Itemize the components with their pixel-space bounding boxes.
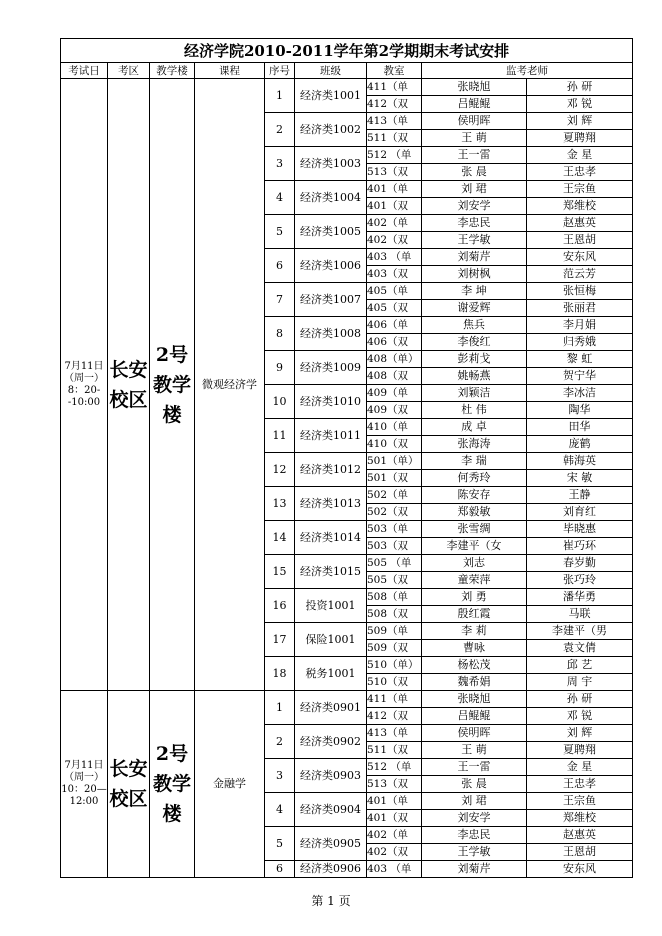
class-cell: 经济类0904 [295,793,367,827]
proctor-cell: 马联 [527,606,633,623]
proctor-cell: 吕鲲鲲 [422,96,527,113]
room-cell: 503（单 [367,521,422,538]
room-cell: 508（双 [367,606,422,623]
proctor-cell: 归秀娥 [527,334,633,351]
building-cell: 2号教学楼 [150,691,195,878]
room-cell: 403 （单 [367,249,422,266]
proctor-cell: 邱 艺 [527,657,633,674]
room-cell: 509（双 [367,640,422,657]
proctor-cell: 春岁勤 [527,555,633,572]
seq-cell: 13 [265,487,295,521]
room-cell: 501（双 [367,470,422,487]
proctor-cell: 刘安学 [422,198,527,215]
proctor-cell: 刘 珺 [422,793,527,810]
proctor-cell: 邓 锐 [527,96,633,113]
proctor-cell: 刘颖洁 [422,385,527,402]
seq-cell: 3 [265,759,295,793]
proctor-cell: 刘菊芹 [422,861,527,878]
header-course: 课程 [195,63,265,79]
proctor-cell: 刘 勇 [422,589,527,606]
seq-cell: 8 [265,317,295,351]
proctor-cell: 王恩胡 [527,844,633,861]
class-cell: 经济类1002 [295,113,367,147]
course-cell: 微观经济学 [195,79,265,691]
exam-date-cell: 7月11日（周一）8：20--10:00 [61,79,108,691]
proctor-cell: 何秀玲 [422,470,527,487]
course-cell: 金融学 [195,691,265,878]
proctor-cell: 李冰洁 [527,385,633,402]
seq-cell: 11 [265,419,295,453]
proctor-cell: 孙 研 [527,79,633,96]
proctor-cell: 张恒梅 [527,283,633,300]
proctor-cell: 孙 研 [527,691,633,708]
proctor-cell: 刘安学 [422,810,527,827]
proctor-cell: 安东风 [527,861,633,878]
proctor-cell: 田华 [527,419,633,436]
proctor-cell: 张巧玲 [527,572,633,589]
proctor-cell: 庞鹤 [527,436,633,453]
class-cell: 经济类1003 [295,147,367,181]
room-cell: 403（双 [367,266,422,283]
room-cell: 411（单 [367,79,422,96]
proctor-cell: 李月娟 [527,317,633,334]
proctor-cell: 李 莉 [422,623,527,640]
proctor-cell: 王 萌 [422,130,527,147]
proctor-cell: 王宗鱼 [527,793,633,810]
proctor-cell: 王学敏 [422,844,527,861]
room-cell: 509（单 [367,623,422,640]
room-cell: 411（单 [367,691,422,708]
proctor-cell: 侯明晖 [422,113,527,130]
proctor-cell: 周 宇 [527,674,633,691]
proctor-cell: 袁文倩 [527,640,633,657]
proctor-cell: 刘树枫 [422,266,527,283]
proctor-cell: 彭莉戈 [422,351,527,368]
proctor-cell: 金 星 [527,147,633,164]
room-cell: 410（单 [367,419,422,436]
seq-cell: 2 [265,113,295,147]
proctor-cell: 李俊红 [422,334,527,351]
room-cell: 408（单） [367,351,422,368]
zone-cell: 长安校区 [108,691,150,878]
proctor-cell: 杜 伟 [422,402,527,419]
room-cell: 412（双 [367,708,422,725]
class-cell: 经济类1014 [295,521,367,555]
room-cell: 505（双 [367,572,422,589]
proctor-cell: 王 萌 [422,742,527,759]
room-cell: 405（单 [367,283,422,300]
class-cell: 投资1001 [295,589,367,623]
room-cell: 405（双 [367,300,422,317]
proctor-cell: 郑毅敏 [422,504,527,521]
proctor-cell: 王学敏 [422,232,527,249]
seq-cell: 1 [265,691,295,725]
proctor-cell: 李忠民 [422,215,527,232]
header-zone: 考区 [108,63,150,79]
room-cell: 406（单 [367,317,422,334]
proctor-cell: 陶华 [527,402,633,419]
proctor-cell: 张 晨 [422,164,527,181]
page-footer: 第 1 页 [311,894,351,908]
room-cell: 408（双 [367,368,422,385]
seq-cell: 6 [265,861,295,878]
seq-cell: 14 [265,521,295,555]
proctor-cell: 王忠孝 [527,776,633,793]
room-cell: 513（双 [367,164,422,181]
room-cell: 401（双 [367,810,422,827]
header-room: 教室 [367,63,422,79]
class-cell: 经济类1011 [295,419,367,453]
room-cell: 412（双 [367,96,422,113]
proctor-cell: 郑维校 [527,810,633,827]
proctor-cell: 赵惠英 [527,215,633,232]
class-cell: 经济类0902 [295,725,367,759]
proctor-cell: 王一雷 [422,147,527,164]
class-cell: 经济类0901 [295,691,367,725]
proctor-cell: 童荣萍 [422,572,527,589]
class-cell: 经济类1008 [295,317,367,351]
proctor-cell: 赵惠英 [527,827,633,844]
proctor-cell: 侯明晖 [422,725,527,742]
proctor-cell: 谢爱辉 [422,300,527,317]
room-cell: 502（单 [367,487,422,504]
class-cell: 经济类1004 [295,181,367,215]
class-cell: 经济类1006 [295,249,367,283]
exam-schedule-sheet [60,38,632,875]
header-class: 班级 [295,63,367,79]
seq-cell: 5 [265,215,295,249]
proctor-cell: 刘育红 [527,504,633,521]
seq-cell: 4 [265,793,295,827]
room-cell: 503（双 [367,538,422,555]
seq-cell: 12 [265,453,295,487]
proctor-cell: 李建平（女 [422,538,527,555]
proctor-cell: 王静 [527,487,633,504]
proctor-cell: 金 星 [527,759,633,776]
seq-cell: 16 [265,589,295,623]
exam-schedule-table [60,38,633,878]
proctor-cell: 张海涛 [422,436,527,453]
proctor-cell: 黎 虹 [527,351,633,368]
class-cell: 经济类1009 [295,351,367,385]
proctor-cell: 邓 锐 [527,708,633,725]
room-cell: 409（单 [367,385,422,402]
seq-cell: 15 [265,555,295,589]
seq-cell: 4 [265,181,295,215]
proctor-cell: 崔巧环 [527,538,633,555]
proctor-cell: 夏聘翔 [527,130,633,147]
room-cell: 402（双 [367,844,422,861]
header-row [61,63,633,79]
class-cell: 税务1001 [295,657,367,691]
room-cell: 508（单 [367,589,422,606]
class-cell: 经济类0903 [295,759,367,793]
seq-cell: 17 [265,623,295,657]
seq-cell: 7 [265,283,295,317]
header-seq: 序号 [265,63,295,79]
room-cell: 512 （单 [367,147,422,164]
room-cell: 511（双 [367,742,422,759]
room-cell: 403 （单 [367,861,422,878]
proctor-cell: 李 坤 [422,283,527,300]
room-cell: 502（双 [367,504,422,521]
proctor-cell: 贺宁华 [527,368,633,385]
proctor-cell: 王恩胡 [527,232,633,249]
class-cell: 经济类1005 [295,215,367,249]
proctor-cell: 刘 辉 [527,725,633,742]
proctor-cell: 张晓旭 [422,79,527,96]
class-cell: 经济类1015 [295,555,367,589]
proctor-cell: 夏聘翔 [527,742,633,759]
proctor-cell: 成 卓 [422,419,527,436]
proctor-cell: 刘志 [422,555,527,572]
class-cell: 保险1001 [295,623,367,657]
room-cell: 501（单） [367,453,422,470]
proctor-cell: 范云芳 [527,266,633,283]
room-cell: 402（单 [367,827,422,844]
page-title: 经济学院2010-2011学年第2学期期末考试安排 [61,39,633,63]
proctor-cell: 李 瑞 [422,453,527,470]
class-cell: 经济类0905 [295,827,367,861]
room-cell: 413（单 [367,113,422,130]
room-cell: 406（双 [367,334,422,351]
proctor-cell: 曹咏 [422,640,527,657]
proctor-cell: 李忠民 [422,827,527,844]
proctor-cell: 张雪绸 [422,521,527,538]
room-cell: 402（单 [367,215,422,232]
class-cell: 经济类1012 [295,453,367,487]
room-cell: 510（双 [367,674,422,691]
proctor-cell: 安东风 [527,249,633,266]
header-proctors: 监考老师 [422,63,633,79]
seq-cell: 2 [265,725,295,759]
seq-cell: 5 [265,827,295,861]
proctor-cell: 殷红霞 [422,606,527,623]
room-cell: 401（单 [367,181,422,198]
class-cell: 经济类1007 [295,283,367,317]
room-cell: 401（单 [367,793,422,810]
class-cell: 经济类1013 [295,487,367,521]
exam-date-cell: 7月11日（周一）10：20—12:00 [61,691,108,878]
room-cell: 410（双 [367,436,422,453]
proctor-cell: 姚畅燕 [422,368,527,385]
header-building: 教学楼 [150,63,195,79]
proctor-cell: 李建平（男 [527,623,633,640]
room-cell: 513（双 [367,776,422,793]
room-cell: 401（双 [367,198,422,215]
room-cell: 512 （单 [367,759,422,776]
proctor-cell: 潘华勇 [527,589,633,606]
header-exam-date: 考试日 [61,63,108,79]
proctor-cell: 刘 辉 [527,113,633,130]
proctor-cell: 韩海英 [527,453,633,470]
room-cell: 510（单） [367,657,422,674]
building-cell: 2号教学楼 [150,79,195,691]
proctor-cell: 毕晓惠 [527,521,633,538]
proctor-cell: 王一雷 [422,759,527,776]
room-cell: 505 （单 [367,555,422,572]
table-row [61,79,633,96]
table-row [61,691,633,708]
proctor-cell: 吕鲲鲲 [422,708,527,725]
seq-cell: 9 [265,351,295,385]
class-cell: 经济类1001 [295,79,367,113]
proctor-cell: 宋 敏 [527,470,633,487]
seq-cell: 18 [265,657,295,691]
proctor-cell: 王忠孝 [527,164,633,181]
proctor-cell: 焦兵 [422,317,527,334]
class-cell: 经济类1010 [295,385,367,419]
proctor-cell: 张丽君 [527,300,633,317]
proctor-cell: 魏希娟 [422,674,527,691]
proctor-cell: 杨松茂 [422,657,527,674]
proctor-cell: 王宗鱼 [527,181,633,198]
zone-cell: 长安校区 [108,79,150,691]
seq-cell: 1 [265,79,295,113]
room-cell: 413（单 [367,725,422,742]
seq-cell: 10 [265,385,295,419]
proctor-cell: 陈安存 [422,487,527,504]
proctor-cell: 张 晨 [422,776,527,793]
room-cell: 402（双 [367,232,422,249]
room-cell: 511（双 [367,130,422,147]
room-cell: 409（双 [367,402,422,419]
class-cell: 经济类0906 [295,861,367,878]
seq-cell: 6 [265,249,295,283]
proctor-cell: 郑维校 [527,198,633,215]
proctor-cell: 张晓旭 [422,691,527,708]
proctor-cell: 刘 珺 [422,181,527,198]
seq-cell: 3 [265,147,295,181]
proctor-cell: 刘菊芹 [422,249,527,266]
